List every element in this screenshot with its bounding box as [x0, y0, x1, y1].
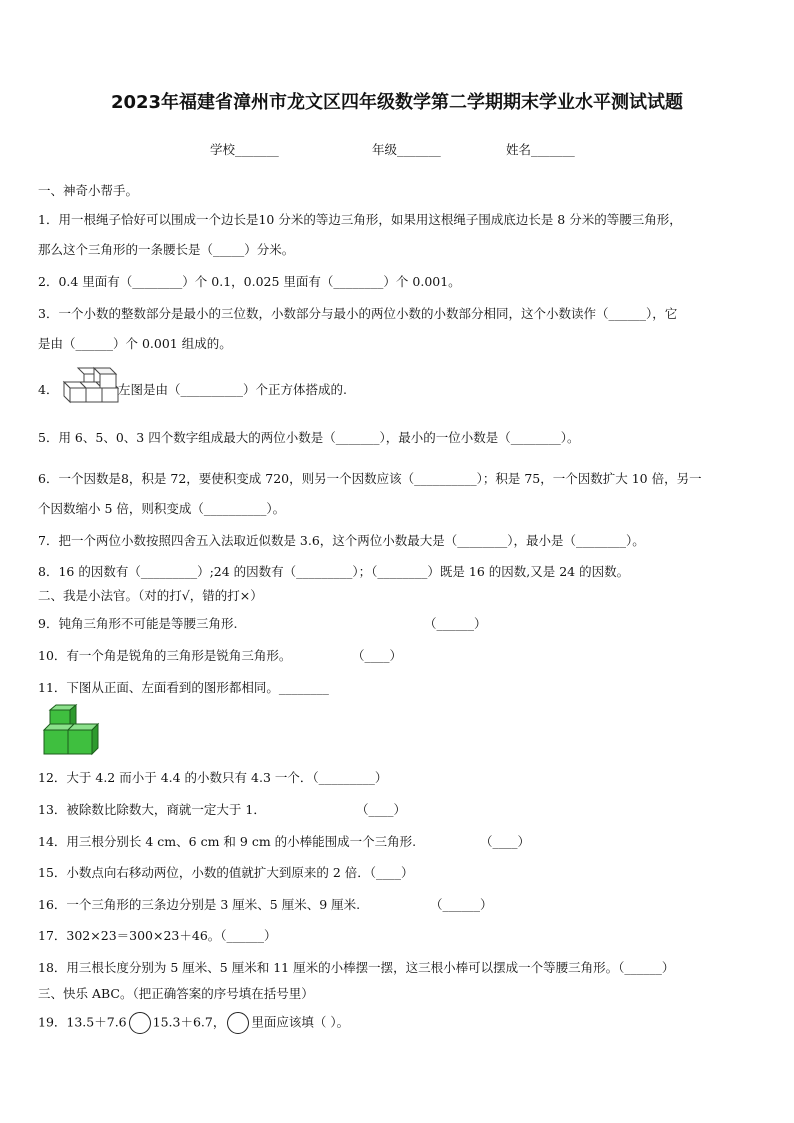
page-title: 2023年福建省漳州市龙文区四年级数学第二学期期末学业水平测试试题: [110, 92, 684, 113]
question-15: 15．小数点向右移动两位，小数的值就扩大到原来的 2 倍．（____）: [38, 865, 414, 880]
question-8: 8．16 的因数有（_________）;24 的因数有（_________）；（________）既是 16 的因数,又是 24 的因数。: [38, 564, 630, 579]
name-field[interactable]: 姓名_______: [506, 142, 575, 157]
section-3-heading: 三、快乐 ABC。（把正确答案的序号填在括号里）: [38, 986, 314, 1001]
question-1-line-1: 1．用一根绳子恰好可以围成一个边长是10 分米的等边三角形，如果用这根绳子围成底边长是 8 分米的等腰三角形，: [38, 212, 682, 227]
question-6-line-1: 6．一个因数是8，积是 72，要使积变成 720，则另一个因数应该（__________）；积是 75，一个因数扩大 10 倍，另一: [38, 471, 702, 486]
question-9: 9．钝角三角形不可能是等腰三角形.: [38, 616, 238, 631]
cube-stack-figure: [60, 366, 120, 406]
question-17: 17．302×23＝300×23＋46。（______）: [38, 928, 277, 943]
question-10: 10．有一个角是锐角的三角形是锐角三角形。: [38, 648, 292, 663]
question-3-line-1: 3．一个小数的整数部分是最小的三位数，小数部分与最小的两位小数的小数部分相同，这个小数读作（______），它: [38, 306, 678, 321]
question-4-number: 4．: [38, 382, 59, 397]
question-14: 14．用三根分别长 4 cm、6 cm 和 9 cm 的小棒能围成一个三角形.: [38, 834, 417, 849]
question-16: 16．一个三角形的三条边分别是 3 厘米、5 厘米、9 厘米.: [38, 897, 361, 912]
question-11: 11．下图从正面、左面看到的图形都相同。________: [38, 680, 329, 695]
question-5: 5．用 6、5、0、3 四个数字组成最大的两位小数是（_______），最小的一位小数是（________）。: [38, 430, 580, 445]
question-4-text: 左图是由（__________）个正方体搭成的.: [118, 382, 347, 397]
question-2: 2．0.4 里面有（________）个 0.1，0.025 里面有（________）个 0.001。: [38, 274, 461, 289]
question-13: 13．被除数比除数大，商就一定大于 1．: [38, 802, 266, 817]
section-1-heading: 一、神奇小帮手。: [38, 183, 139, 198]
question-13-blank[interactable]: （____）: [356, 802, 407, 817]
section-2-heading: 二、我是小法官。（对的打√，错的打×）: [38, 588, 263, 603]
green-cube-figure: [40, 704, 104, 756]
school-field[interactable]: 学校_______: [210, 142, 279, 157]
question-9-blank[interactable]: （______）: [424, 616, 487, 631]
question-16-blank[interactable]: （______）: [430, 897, 493, 912]
question-10-blank[interactable]: （____）: [352, 648, 403, 663]
question-1-line-2: 那么这个三角形的一条腰长是（_____）分米。: [38, 242, 295, 257]
question-19-right-expr: 15.3＋6.7，: [152, 1014, 226, 1030]
question-7: 7．把一个两位小数按照四舍五入法取近似数是 3.6，这个两位小数最大是（________），最小是（________）。: [38, 533, 645, 548]
grade-field[interactable]: 年级_______: [372, 142, 441, 157]
question-19-left-expr: 19．13.5＋7.6: [38, 1014, 127, 1030]
question-6-line-2: 个因数缩小 5 倍，则积变成（__________）。: [38, 501, 286, 516]
compare-circle[interactable]: [129, 1012, 151, 1034]
question-3-line-2: 是由（______）个 0.001 组成的。: [38, 336, 232, 351]
question-19: [38, 1012, 758, 1034]
compare-circle-hint: [227, 1012, 249, 1034]
question-12: 12．大于 4.2 而小于 4.4 的小数只有 4.3 一个．（_________）: [38, 770, 388, 785]
question-18: 18．用三根长度分别为 5 厘米、5 厘米和 11 厘米的小棒摆一摆，这三根小棒可以摆成一个等腰三角形。（______）: [38, 960, 675, 975]
question-19-prompt: 里面应该填（ ）。: [251, 1014, 350, 1030]
question-14-blank[interactable]: （____）: [480, 834, 531, 849]
